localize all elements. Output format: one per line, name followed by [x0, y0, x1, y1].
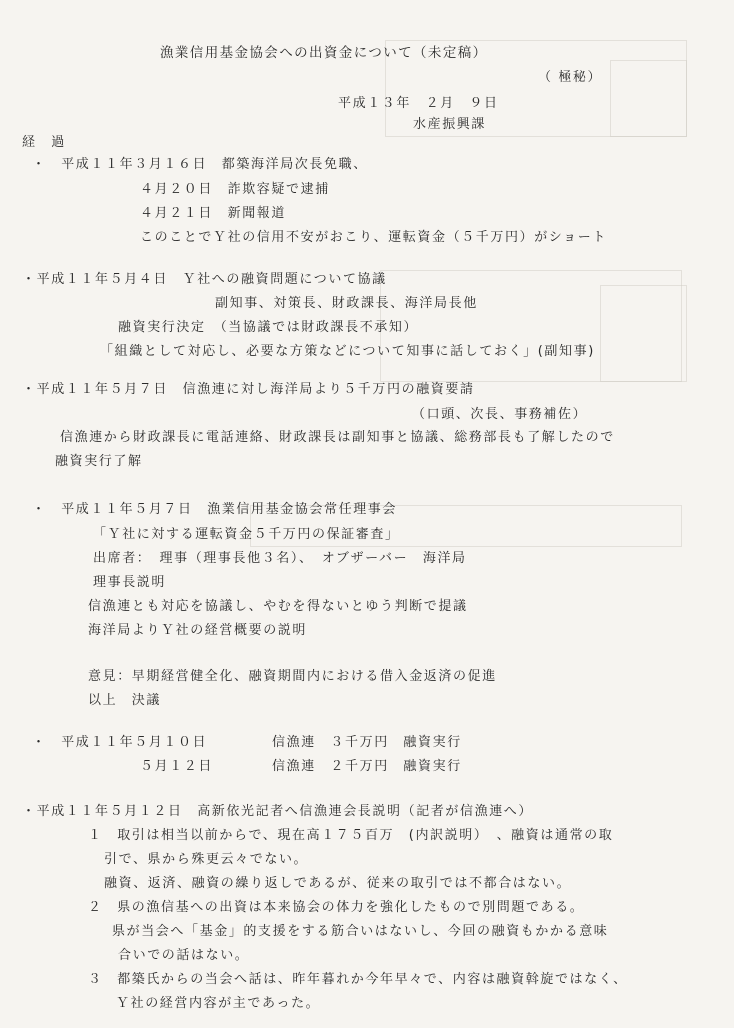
entry-1-line-4: このことでＹ社の信用不安がおこり、運転資金（５千万円）がショート: [140, 230, 607, 245]
entry-2-line-3: 融資実行決定 （当協議では財政課長不承知）: [118, 320, 419, 335]
entry-6-line-1: ・平成１１年５月１２日 高新依光記者へ信漁連会長説明（記者が信漁連へ）: [22, 804, 534, 819]
entry-1-line-1: ・ 平成１１年３月１６日 都築海洋局次長免職、: [32, 157, 368, 172]
entry-5-line-2: 信漁連 ３千万円 融資実行: [272, 735, 462, 750]
entry-3-line-1: ・平成１１年５月７日 信漁連に対し海洋局より５千万円の融資要請: [22, 382, 475, 397]
entry-2-line-4: 「組織として対応し、必要な方策などについて知事に話しておく」(副知事): [100, 344, 595, 359]
document-date: 平成１３年 ２月 ９日: [338, 96, 499, 111]
entry-5-line-1: ・ 平成１１年５月１０日: [32, 735, 208, 750]
bleed-through-box: [610, 60, 687, 137]
entry-6-line-7: 合いでの話はない。: [118, 948, 250, 963]
entry-2-line-1: ・平成１１年５月４日 Ｙ社への融資問題について協議: [22, 272, 387, 287]
entry-6-line-3: 引で、県から殊更云々でない。: [104, 852, 309, 867]
entry-1-line-3: ４月２１日 新聞報道: [140, 206, 287, 221]
entry-3-line-4: 融資実行了解: [55, 454, 143, 469]
entry-4-line-4: 理事長説明: [93, 575, 167, 590]
classification-mark: （ 極秘）: [538, 70, 603, 85]
entry-5-line-4: 信漁連 ２千万円 融資実行: [272, 759, 462, 774]
entry-1-line-2: ４月２０日 詐欺容疑で逮捕: [140, 182, 330, 197]
entry-4-line-8: 以上 決議: [88, 693, 162, 708]
entry-4-line-3: 出席者： 理事（理事長他３名）、 オブザーバー 海洋局: [93, 551, 467, 566]
entry-4-line-7: 意見：早期経営健全化、融資期間内における借入金返済の促進: [88, 669, 497, 684]
bleed-through-box: [600, 285, 687, 382]
entry-5-line-3: ５月１２日: [140, 759, 214, 774]
entry-6-line-2: １ 取引は相当以前からで、現在高１７５百万 (内訳説明） 、融資は通常の取: [88, 828, 614, 843]
entry-4-line-6: 海洋局よりＹ社の経営概要の説明: [88, 623, 308, 638]
entry-6-line-4: 融資、返済、融資の繰り返しであるが、従来の取引では不都合はない。: [104, 876, 572, 891]
entry-4-line-5: 信漁連とも対応を協議し、やむを得ないとゆう判断で提議: [88, 599, 468, 614]
entry-4-line-2: 「Ｙ社に対する運転資金５千万円の保証審査」: [93, 527, 400, 542]
entry-6-line-8: ３ 都築氏からの当会へ話は、昨年暮れか今年早々で、内容は融資斡旋ではなく、: [88, 972, 628, 987]
entry-2-line-2: 副知事、対策長、財政課長、海洋局長他: [215, 296, 478, 311]
document-title: 漁業信用基金協会への出資金について（未定稿）: [160, 45, 488, 61]
issuing-department: 水産振興課: [413, 117, 487, 132]
entry-3-line-2: （口頭、次長、事務補佐）: [412, 407, 588, 422]
section-heading: 経 過: [22, 135, 66, 150]
entry-4-line-1: ・ 平成１１年５月７日 漁業信用基金協会常任理事会: [32, 502, 398, 517]
entry-3-line-3: 信漁連から財政課長に電話連絡、財政課長は副知事と協議、総務部長も了解したので: [60, 430, 615, 445]
entry-6-line-6: 県が当会へ「基金」的支援をする筋合いはないし、今回の融資もかかる意味: [112, 924, 609, 939]
entry-6-line-5: ２ 県の漁信基への出資は本来協会の体力を強化したもので別問題である。: [88, 900, 585, 915]
entry-6-line-9: Ｙ社の経営内容が主であった。: [116, 996, 321, 1011]
